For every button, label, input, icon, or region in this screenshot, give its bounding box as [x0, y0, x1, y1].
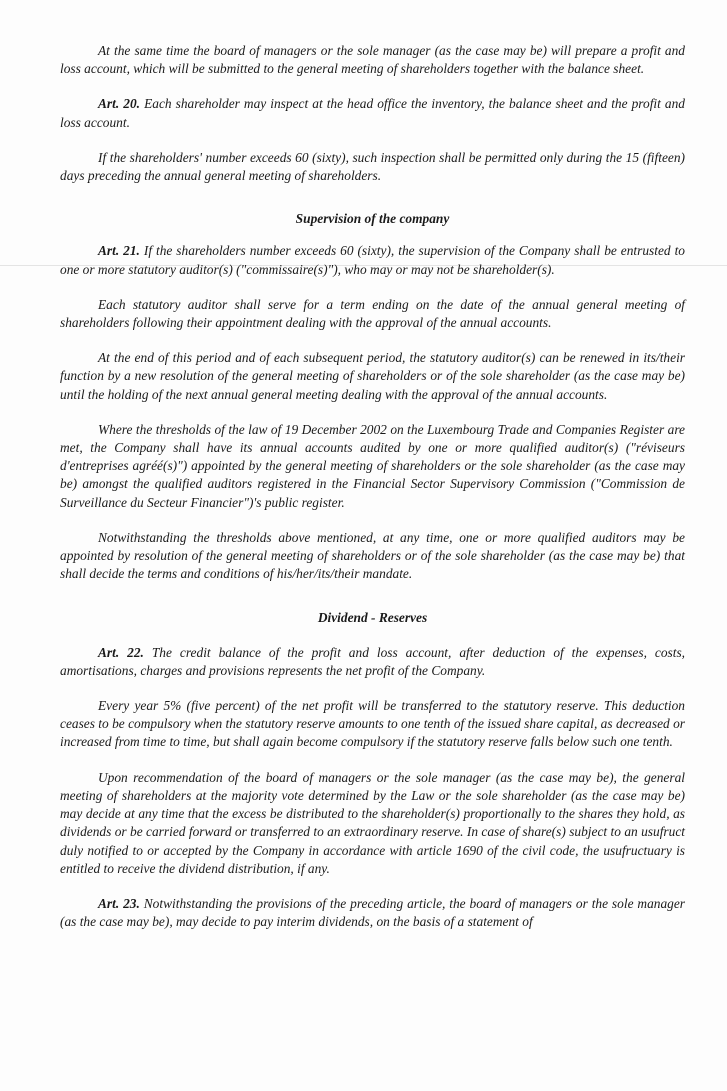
paragraph-art-22 — [60, 644, 685, 680]
paragraph-distribution: Upon recommendation of the board of managers or the sole manager (as the case may be), the general meeting of shareholders at the majority vote determined by the Law or the sole shareholder (as the case may be) may decide at any time that the excess be distributed to the shareholder(s) proportionally to the shares they hold, as dividends or be carried forward or transferred to an extraordinary reserve. In case of share(s) subject to an usufruct duly notified to or accepted by the Company in accordance with article 1690 of the civil code, the usufructuary is entitled to receive the dividend distribution, if any. — [60, 769, 685, 876]
article-22-label: Art. 22. — [98, 644, 144, 660]
article-23-text: Notwithstanding the provisions of the preceding article, the board of managers or the sole manager (as the case may be), may decide to pay interim dividends, on the basis of a statement of — [60, 895, 685, 930]
article-23-label: Art. 23. — [98, 895, 140, 911]
paragraph-qualified-auditors: Where the thresholds of the law of 19 December 2002 on the Luxembourg Trade and Companies Register are met, the Company shall have its annual accounts audited by one or more qualified auditor(s) ("réviseurs d'entreprises agréé(s)") appointed by the general meeting of shareholders or the sole shareholder (as the case may be) amongst the qualified auditors registered in the Financial Sector Supervisory Commission ("Commission de Surveillance du Secteur Financier")'s public register. — [60, 421, 685, 510]
article-21-text: If the shareholders number exceeds 60 (sixty), the supervision of the Company shall be entrusted to one or more statutory auditor(s) ("commissaire(s)"), who may or may not be shareholder(s). — [60, 243, 685, 277]
paragraph-auditor-term: Each statutory auditor shall serve for a term ending on the date of the annual general meeting of shareholders following their appointment dealing with the approval of the annual accounts. — [60, 296, 685, 331]
paragraph-statutory-reserve: Every year 5% (five percent) of the net profit will be transferred to the statutory reserve. This deduction ceases to be compulsory when the statutory reserve amounts to one tenth of the issued share capital, as decreased or increased from time to time, but shall again become compulsory if the statutory reserve falls below such one tenth. — [60, 698, 685, 750]
article-20-text: Each shareholder may inspect at the head office the inventory, the balance sheet and the profit and loss account. — [60, 96, 686, 130]
paragraph-profit-loss-account: At the same time the board of managers or the sole manager (as the case may be) will prepare a profit and loss account, which will be submitted to the general meeting of shareholders together with the balance sheet. — [60, 43, 685, 77]
section-heading-supervision: Supervision of the company — [295, 211, 450, 227]
paragraph-art-23 — [60, 895, 685, 931]
paragraph-art-21 — [60, 242, 685, 278]
article-22-text: The credit balance of the profit and loss account, after deduction of the expenses, costs, amortisations, charges and provisions represents the net profit of the Company. — [60, 644, 686, 678]
paragraph-art-20 — [60, 95, 685, 131]
article-21-label: Art. 21. — [98, 243, 140, 259]
section-heading-dividend-reserves: Dividend - Reserves — [317, 610, 428, 626]
paragraph-auditor-appointment: Notwithstanding the thresholds above mentioned, at any time, one or more qualified auditors may be appointed by resolution of the general meeting of shareholders or of the sole shareholder (as the case may be) that shall decide the terms and conditions of his/her/its/their mandate. — [60, 529, 685, 582]
document-body — [60, 42, 685, 948]
paragraph-auditor-renewal: At the end of this period and of each subsequent period, the statutory auditor(s) can be renewed in its/their function by a new resolution of the general meeting of shareholders or of the sole shareholder (as the case may be) until the holding of the next annual general meeting dealing with the approval of the annual accounts. — [60, 350, 685, 402]
paragraph-inspection-limit: If the shareholders' number exceeds 60 (sixty), such inspection shall be permitted only during the 15 (fifteen) days preceding the annual general meeting of shareholders. — [60, 149, 685, 184]
article-20-label: Art. 20. — [98, 96, 141, 112]
